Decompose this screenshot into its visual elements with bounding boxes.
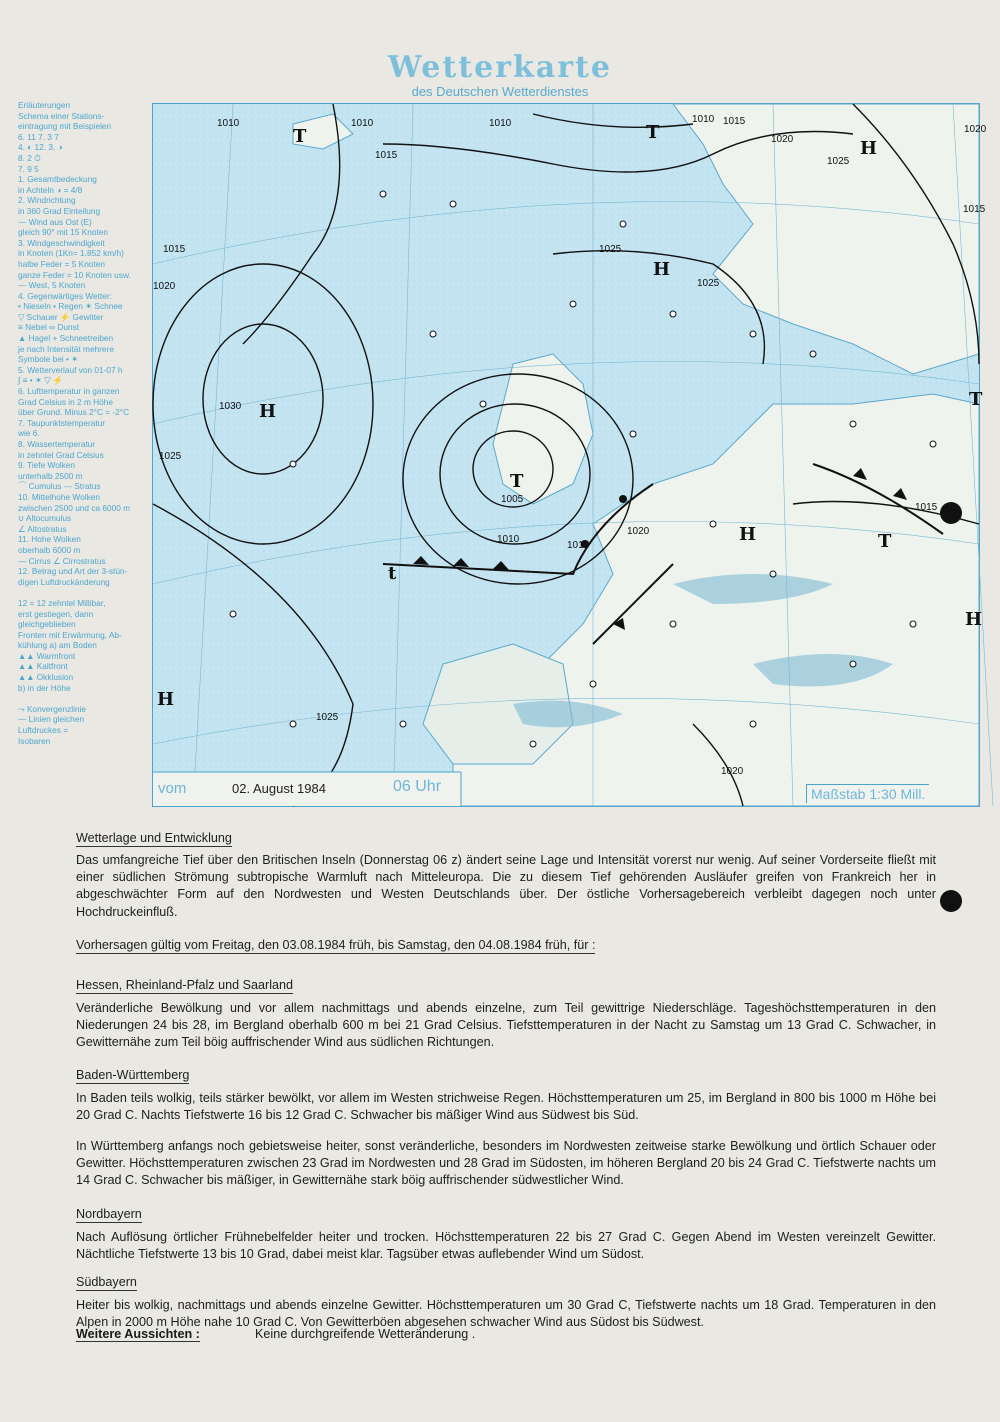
legend-line: halbe Feder = 5 Knoten [18, 258, 105, 269]
wetterlage-text: Das umfangreiche Tief über den Britischen Inseln (Donnerstag 06 z) ändert seine Lage und Intensität vorerst nur wenig. Auf seiner Vorderseite fließt mit einer südlichen Strömung subtropische Warmluft nach Mitteleuropa. Die zu diesem Tief gehörenden Ausläufer greifen von Frankreich her in abgeschwächter Form auf den Nordwesten und Westen Deutschlands über. Der östliche Vorhersagebereich verbleibt dagegen noch unter Hochdruckeinfluß. [76, 853, 936, 919]
legend-line: erst gestiegen, dann [18, 608, 94, 619]
low-pressure-center: T [878, 531, 892, 552]
hessen-text: Veränderliche Bewölkung und vor allem nachmittags und abends einzelne, zum Teil gewittrige Niederschläge. Tageshöchsttemperaturen in den Niederungen 24 bis 28, im Bergland oberhalb 600 m bei 21 Grad Celsius. Tiefsttemperaturen in der Nacht zu Samstag um 13 Grad C. Schwacher, in Gewitternähe zum Teil böig auffrischender Wind aus südlichen Richtungen. [76, 1001, 936, 1050]
legend-line: zwischen 2500 und ca 6000 m [18, 502, 131, 513]
legend-line: 8. 2 ⏱ [18, 152, 41, 163]
legend-line: 10. Mittelhohe Wolken [18, 491, 100, 502]
legend-line: je nach Intensität mehrere [18, 343, 114, 354]
legend-line: ∠ Altostratus [18, 523, 67, 534]
legend-line: 7. 9 5 [18, 163, 39, 174]
isobar-label: 1010 [217, 118, 240, 129]
map-legend [18, 100, 158, 746]
legend-line: ▲▲ Kaltfront [18, 661, 68, 672]
nordbayern-body [76, 1229, 936, 1263]
map-title-block [0, 52, 1000, 99]
legend-line: ⌒ Cumulus --- Stratus [18, 481, 101, 492]
wetterlage-body [76, 852, 936, 921]
legend-line: 3. Windgeschwindigkeit [18, 237, 105, 248]
bw-body-1 [76, 1090, 936, 1124]
legend-line: 1. Gesamtbedeckung [18, 174, 97, 185]
legend-line: ⎯⎯ Linien gleichen [18, 714, 84, 725]
bw-text-1: In Baden teils wolkig, teils stärker bewölkt, vor allem im Westen strichweise Regen. Höchsttemperaturen um 25, im Bergland in 800 bis 1000 m Höhe bei 20 Grad C. Nachts Tiefstwerte 16 bis 12 Grad C. Schwacher bis mäßiger Wind aus Südwest bis Süd. [76, 1091, 936, 1123]
legend-line: 9. Tiefe Wolken [18, 460, 76, 471]
isobar-label: 1025 [697, 278, 720, 289]
legend-line: ▲▲ Warmfront [18, 650, 76, 661]
aussichten-label: Weitere Aussichten : [76, 1327, 200, 1341]
legend-line: ⎯⎯ West, 5 Knoten [18, 280, 86, 291]
isobar-label: 1015 [915, 502, 938, 513]
weather-map-svg [153, 104, 987, 806]
legend-line: 2. Windrichtung [18, 195, 76, 206]
isobar-label: 1030 [219, 401, 242, 412]
legend-line: oberhalb 6000 m [18, 544, 81, 555]
legend-line: kühlung a) am Boden [18, 640, 97, 651]
legend-line: 4. ◐ 12. 3. ◑ [18, 142, 63, 153]
legend-line: 12 = 12 zehntel Millibar, [18, 597, 106, 608]
isobar-label: 1025 [599, 244, 622, 255]
page-title: Wetterkarte [388, 50, 612, 85]
legend-line: Schema einer Stations- [18, 110, 105, 121]
isobar-label: 1020 [721, 766, 744, 777]
legend-line: 5. Wetterverlauf von 01-07 h [18, 364, 123, 375]
isobar-label: 1010 [489, 118, 512, 129]
legend-line: ganze Feder = 10 Knoten usw. [18, 269, 131, 280]
legend-line: Grad Celsius in 2 m Höhe [18, 396, 113, 407]
vorhersage-heading: Vorhersagen gültig vom Freitag, den 03.08.1984 früh, bis Samstag, den 04.08.1984 früh, für : [76, 938, 596, 952]
punch-hole [940, 502, 962, 524]
legend-line: b) in der Höhe [18, 682, 71, 693]
high-pressure-center: H [259, 401, 277, 422]
legend-line: eintragung mit Beispielen [18, 121, 112, 132]
legend-line: ▽ Schauer ⚡ Gewitter [18, 311, 104, 322]
aussichten-text: Keine durchgreifende Wetteränderung . [255, 1327, 476, 1341]
nordbayern-heading: Nordbayern [76, 1207, 142, 1221]
legend-line: über Grund. Minus 2°C = -2°C [18, 407, 130, 418]
legend-line: ≡ Nebel ∞ Dunst [18, 322, 80, 333]
high-pressure-center: H [965, 609, 983, 630]
legend-line: ▲▲ Okklusion [18, 672, 74, 683]
legend-line: 6. 11 7. 3 7 [18, 131, 59, 142]
isobar-label: 1015 [723, 116, 746, 127]
legend-line: wie 6. [18, 428, 40, 439]
legend-line: in Knoten (1Kn= 1.852 km/h) [18, 248, 124, 259]
suedbayern-body [76, 1297, 936, 1331]
legend-line: in Achteln ◑ = 4/8 [18, 184, 83, 195]
high-pressure-center: H [739, 524, 757, 545]
legend-line: Luftdruckes = [18, 725, 69, 736]
wetterlage-heading: Wetterlage und Entwicklung [76, 831, 232, 845]
isobar-label: 1015 [375, 150, 398, 161]
isobar-label: 1010 [692, 114, 715, 125]
hessen-body [76, 1000, 936, 1052]
low-pressure-center: T [646, 122, 660, 143]
legend-line: gleich 90° mit 15 Knoten [18, 227, 109, 238]
map-date: 02. August 1984 [232, 781, 326, 796]
bw-text-2: In Württemberg anfangs noch gebietsweise heiter, sonst veränderliche, besonders im Nordwesten zeitweise starke Bewölkung und örtlich Schauer oder Gewitter. Höchsttemperaturen zwischen 23 Grad im Nordwesten und 28 Grad im Südosten, im höheren Bergland 20 bis 24 Grad C. Tiefstwerte nachts um 14 Grad C. Schwacher bis mäßiger, in Gewitternähe stark böig auffrischender südwestlicher Wind. [76, 1139, 936, 1188]
legend-line: — Cirrus ∠ Cirrostratus [18, 555, 106, 566]
isobar-label: 1015 [163, 244, 186, 255]
legend-line: gleichgeblieben [18, 619, 76, 630]
isobar-label: 1005 [501, 494, 524, 505]
weather-map [152, 103, 987, 807]
legend-line: ∫ ≡ • ✶ ▽ ⚡ [18, 375, 64, 386]
legend-line: ▲ Hagel + Schneetreiben [18, 333, 114, 344]
legend-line: ⤳ Konvergenzlinie [18, 703, 86, 714]
hessen-heading: Hessen, Rheinland-Pfalz und Saarland [76, 978, 294, 992]
isobar-label: 1010 [351, 118, 374, 129]
page-subtitle: des Deutschen Wetterdienstes [411, 84, 589, 99]
map-vom-label: vom [158, 780, 187, 797]
suedbayern-heading: Südbayern [76, 1275, 137, 1289]
low-pressure-center: T [510, 471, 524, 492]
legend-line: 11. Hohe Wolken [18, 534, 81, 545]
bw-body-2 [76, 1138, 936, 1190]
legend-line [18, 587, 158, 598]
suedbayern-text: Heiter bis wolkig, nachmittags und abends einzelne Gewitter. Höchsttemperaturen um 30 Grad C, Tiefstwerte nachts um 18 Grad. Temperaturen in den Alpen in 2000 m Höhe nahe 10 Grad C. Von Gewitterböen abgesehen schwacher Wind aus Südost bis Südwest. [76, 1298, 936, 1330]
legend-line: digen Luftdruckänderung [18, 576, 110, 587]
punch-hole [940, 890, 962, 912]
isobar-label: 1010 [497, 534, 520, 545]
legend-line: 8. Wassertemperatur [18, 439, 96, 449]
bw-heading: Baden-Württemberg [76, 1068, 190, 1082]
legend-line: Isobaren [18, 735, 51, 746]
low-pressure-center: T [969, 389, 983, 410]
legend-line: ∪ Altocumulus [18, 513, 72, 524]
isobar-label: 1025 [316, 712, 339, 723]
legend-line: • Nieseln • Regen ✶ Schnee [18, 301, 123, 312]
high-pressure-center: H [653, 259, 671, 280]
legend-line: Symbole bei • ✶ [18, 354, 79, 365]
isobar-label: 1025 [159, 451, 182, 462]
legend-line: Fronten mit Erwärmung, Ab- [18, 629, 122, 640]
isobar-label: 1015 [567, 540, 590, 551]
legend-line: 4. Gegenwärtiges Wetter: [18, 290, 112, 301]
isobar-label: 1025 [827, 156, 850, 167]
legend-line: in 360 Grad Einteilung [18, 205, 101, 216]
legend-line: unterhalb 2500 m [18, 470, 83, 481]
high-pressure-center: H [157, 689, 175, 710]
nordbayern-text: Nach Auflösung örtlicher Frühnebelfelder heiter und trocken. Höchsttemperaturen 22 bis 27 Grad C. Gegen Abend im Westen vereinzelt Gewitter. Nächtliche Tiefstwerte 13 bis 10 Grad, dabei meist klar. Tagsüber etwas auflebender Wind um Südost. [76, 1230, 936, 1262]
isobar-label: 1020 [771, 134, 794, 145]
isobar-label: 1020 [964, 124, 987, 135]
low-pressure-center: t [388, 563, 397, 584]
map-scale: Maßstab 1:30 Mill. [806, 784, 929, 803]
legend-line: in zehntel Grad Celsius [18, 449, 104, 460]
legend-line: 7. Taupunktstemperatur [18, 417, 106, 428]
low-pressure-center: T [293, 126, 307, 147]
isobar-label: 1020 [627, 526, 650, 537]
legend-line [18, 693, 158, 704]
map-time: 06 Uhr [393, 778, 442, 795]
isobar-label: 1020 [153, 281, 176, 292]
legend-line: 12. Betrag und Art der 3-stün- [18, 566, 128, 577]
high-pressure-center: H [860, 138, 878, 159]
isobar-label: 1015 [963, 204, 986, 215]
legend-line: ⎯⎯ Wind aus Ost (E) [18, 216, 92, 227]
legend-line: 6. Lufttemperatur in ganzen [18, 386, 120, 397]
legend-line: Erläuterungen [18, 100, 71, 110]
